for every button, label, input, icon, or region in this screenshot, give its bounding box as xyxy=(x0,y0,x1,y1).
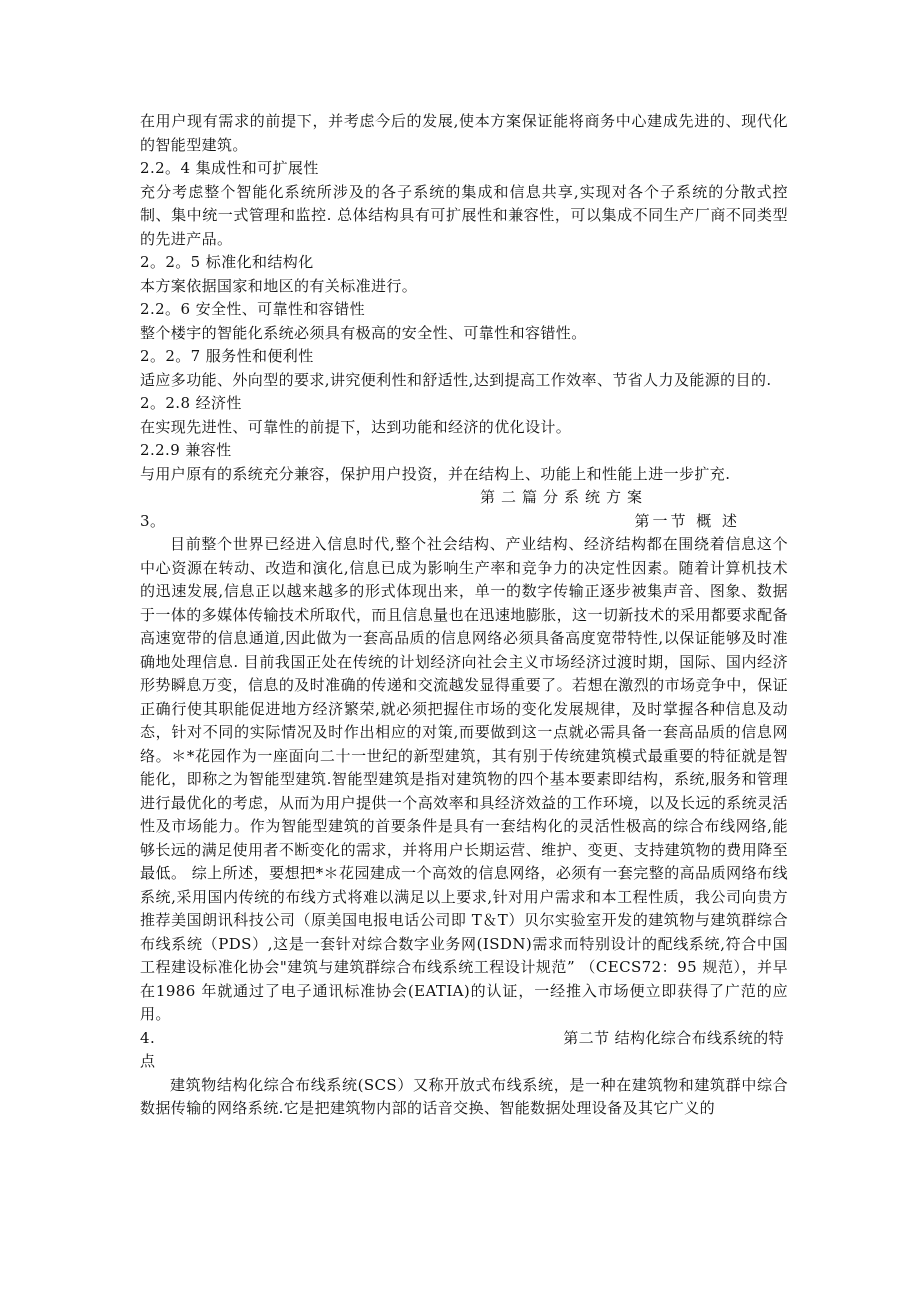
section-item-2-2-5 xyxy=(140,251,788,298)
intro-paragraph: 在用户现有需求的前提下，并考虑今后的发展,使本方案保证能将商务中心建成先进的、现代化的智能型建筑。 xyxy=(140,112,788,154)
section-text: 整个楼宇的智能化系统必须具有极高的安全性、可靠性和容错性。 xyxy=(140,323,587,342)
section-item-2-2-9 xyxy=(140,439,788,486)
section-heading: 2。2。7 服务性和便利性 xyxy=(140,347,314,365)
section-text: 充分考虑整个智能化系统所涉及的各子系统的集成和信息共享,实现对各个子系统的分散式控制、集中统一式管理和监控. 总体结构具有可扩展性和兼容性，可以集成不同生产厂商不同类型的先进产品。 xyxy=(140,182,788,248)
section-item-2-2-4 xyxy=(140,157,788,251)
document-body xyxy=(140,110,788,1121)
section-item-2-2-7 xyxy=(140,345,788,392)
section-1-body: 目前整个世界已经进入信息时代,整个社会结构、产业结构、经济结构都在围绕着信息这个中心资源在转动、改造和演化,信息已成为影响生产率和竞争力的决定性因素。随着计算机技术的迅速发展,信息正以越来越多的形式体现出来，单一的数字传输正逐步被集声音、图象、数据于一体的多媒体传输技术所取代，而且信息量也在迅速地膨胀，这一切新技术的采用都要求配备高速宽带的信息通道,因此做为一套高品质的信息网络必须具备高度宽带特性,以保证能够及时准确地处理信息. 目前我国正处在传统的计划经济向社会主义市场经济过渡时期，国际、国内经济形势瞬息万变，信息的及时准确的传递和交流越发显得重要了。若想在激烈的市场竞争中，保证正确行使其职能促进地方经济繁荣,就必须把握住市场的变化发展规律，及时掌握各种信息及动态，针对不同的实际情况及时作出相应的对策,而要做到这一点就必需具备一套高品质的信息网络。＊*花园作为一座面向二十一世纪的新型建筑，其有别于传统建筑模式最重要的特征就是智能化，即称之为智能型建筑.智能型建筑是指对建筑物的四个基本要素即结构，系统,服务和管理进行最优化的考虑，从而为用户提供一个高效率和具经济效益的工作环境，以及长远的系统灵活性及市场能力。作为智能型建筑的首要条件是具有一套结构化的灵活性极高的综合布线网络,能够长远的满足使用者不断变化的需求，并将用户长期运营、维护、变更、支持建筑物的费用降至最低。 综上所述，要想把*＊花园建成一个高效的信息网络，必须有一套完整的高品质网络布线系统,采用国内传统的布线方式将难以满足以上要求,针对用户需求和本工程性质，我公司向贵方推荐美国朗讯科技公司（原美国电报电话公司即 T＆T）贝尔实验室开发的建筑物与建筑群综合布线系统（PDS）,这是一套针对综合数字业务网(ISDN)需求而特别设计的配线系统,符合中国工程建设标准化协会"建筑与建筑群综合布线系统工程设计规范” （CECS72：95 规范），并早在1986 年就通过了电子通讯标准协会(EATIA)的认证，一经推入市场便立即获得了广范的应用。 xyxy=(140,535,788,1023)
section-text: 适应多功能、外向型的要求,讲究便利性和舒适性,达到提高工作效率、节省人力及能源的目的. xyxy=(140,370,772,389)
section-1-title: 第一节 概 述 xyxy=(634,511,740,530)
part-title: 第二篇分系统方案 xyxy=(480,488,649,506)
section-2-body: 建筑物结构化综合布线系统(SCS）又称开放式布线系统，是一种在建筑物和建筑群中综合数据传输的网络系统.它是把建筑物内部的话音交换、智能数据处理设备及其它广义的 xyxy=(140,1075,788,1117)
section-heading: 2.2。6 安全性、可靠性和容错性 xyxy=(140,300,365,318)
section-text: 与用户原有的系统充分兼容，保护用户投资，并在结构上、功能上和性能上进一步扩充. xyxy=(140,464,731,483)
section-2-number: 4. xyxy=(140,1028,156,1047)
section-1-number: 3。 xyxy=(140,511,166,530)
section-2-title-continuation: 点 xyxy=(140,1052,156,1070)
section-2-title: 第二节 结构化综合布线系统的特 xyxy=(563,1028,784,1047)
section-heading: 2。2.8 经济性 xyxy=(140,394,242,412)
section-item-2-2-8 xyxy=(140,392,788,439)
section-heading: 2。2。5 标准化和结构化 xyxy=(140,253,314,271)
section-text: 本方案依据国家和地区的有关标准进行。 xyxy=(140,276,418,295)
section-heading: 2.2。4 集成性和可扩展性 xyxy=(140,159,319,177)
section-text: 在实现先进性、可靠性的前提下，达到功能和经济的优化设计。 xyxy=(140,417,572,436)
section-item-2-2-6 xyxy=(140,298,788,345)
section-1-heading-row xyxy=(140,510,788,534)
section-heading: 2.2.9 兼容性 xyxy=(140,441,232,459)
section-2-heading-row xyxy=(140,1027,788,1051)
